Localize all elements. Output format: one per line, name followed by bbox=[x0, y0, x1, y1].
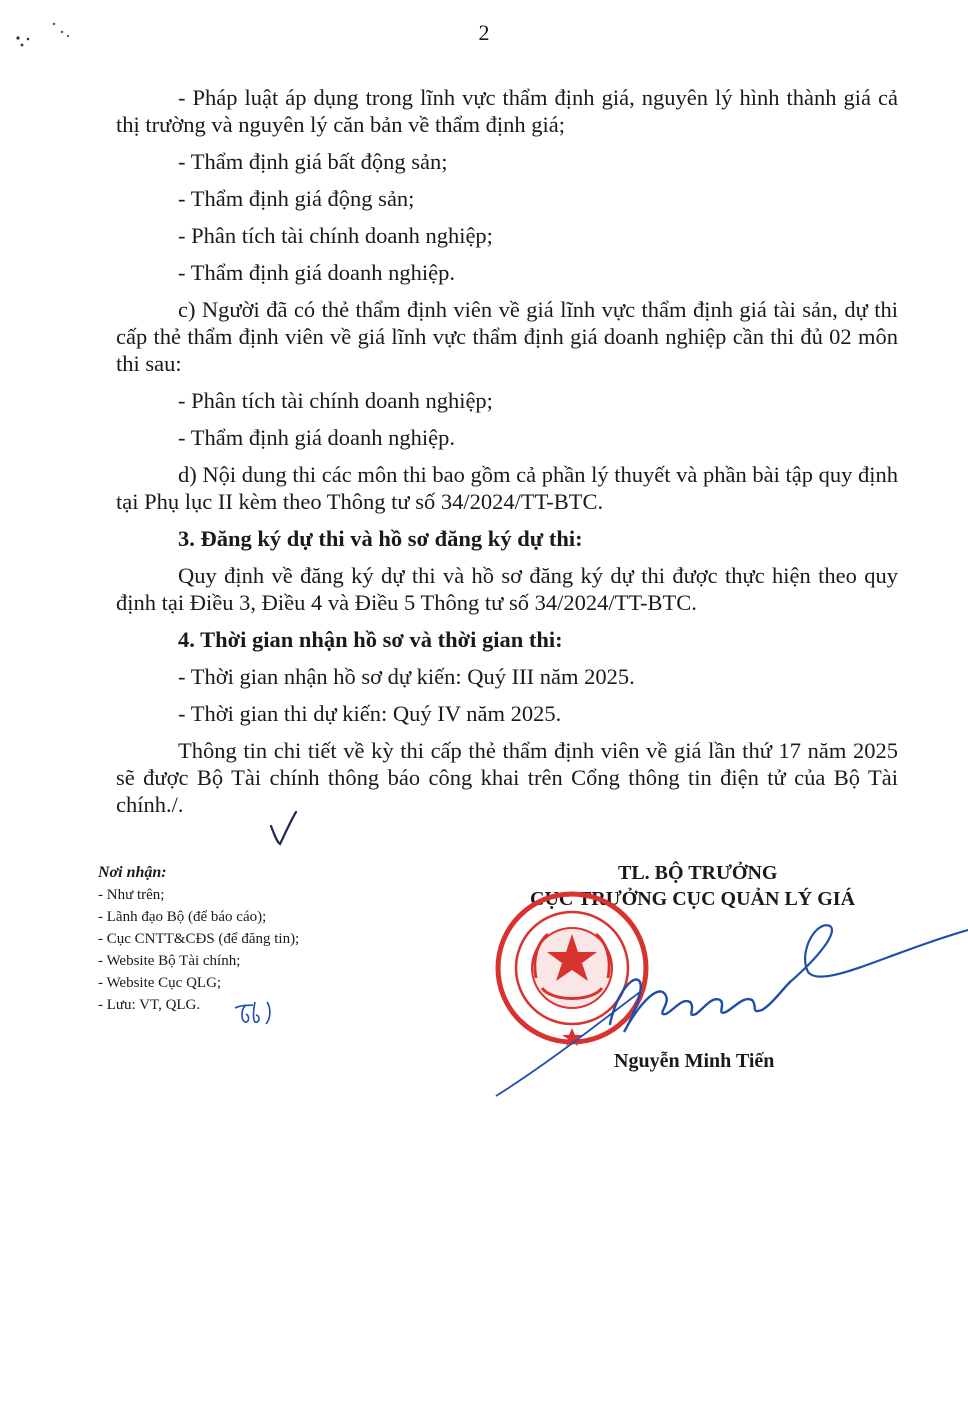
signature-block bbox=[490, 862, 968, 1102]
recipient-item: - Website Bộ Tài chính; bbox=[98, 953, 241, 969]
list-item: - Thẩm định giá bất động sản; bbox=[178, 149, 448, 174]
body-text bbox=[116, 84, 898, 828]
signer-title-line-2: CỤC TRƯỞNG CỤC QUẢN LÝ GIÁ bbox=[530, 888, 856, 910]
page-number: 2 bbox=[478, 20, 490, 45]
check-mark-initial bbox=[268, 808, 298, 848]
signer-name: Nguyễn Minh Tiến bbox=[614, 1050, 775, 1072]
list-item: - Phân tích tài chính doanh nghiệp; bbox=[178, 223, 493, 248]
recipients-title: Nơi nhận: bbox=[98, 864, 167, 881]
handwritten-initial-icon bbox=[233, 996, 275, 1028]
recipient-item: - Lưu: VT, QLG. bbox=[98, 997, 201, 1013]
paragraph: c) Người đã có thẻ thẩm định viên về giá lĩnh vực thẩm định giá tài sản, dự thi cấp thẻ thẩm định viên về giá lĩnh vực thẩm định giá doanh nghiệp cần thi đủ 02 môn thi sau: bbox=[116, 297, 898, 376]
list-item: - Thời gian nhận hồ sơ dự kiến: Quý III năm 2025. bbox=[178, 664, 635, 689]
paragraph: Thông tin chi tiết về kỳ thi cấp thẻ thẩm định viên về giá lần thứ 17 năm 2025 sẽ được Bộ Tài chính thông báo công khai trên Cổng thông tin điện tử của Bộ Tài chính./. bbox=[116, 738, 898, 817]
signer-title-line-1: TL. BỘ TRƯỞNG bbox=[618, 862, 778, 884]
paragraph: d) Nội dung thi các môn thi bao gồm cả phần lý thuyết và phần bài tập quy định tại Phụ lục II kèm theo Thông tư số 34/2024/TT-BTC. bbox=[116, 462, 898, 514]
recipients-list bbox=[98, 862, 458, 1016]
paragraph: Quy định về đăng ký dự thi và hồ sơ đăng ký dự thi được thực hiện theo quy định tại Điều 3, Điều 4 và Điều 5 Thông tư số 34/2024/TT-BTC. bbox=[116, 563, 898, 615]
recipient-item: - Lãnh đạo Bộ (để báo cáo); bbox=[98, 909, 267, 925]
list-item: - Thời gian thi dự kiến: Quý IV năm 2025. bbox=[178, 701, 562, 726]
section-heading: 4. Thời gian nhận hồ sơ và thời gian thi: bbox=[178, 627, 563, 652]
recipient-item: - Cục CNTT&CĐS (để đăng tin); bbox=[98, 931, 300, 947]
section-heading: 3. Đăng ký dự thi và hồ sơ đăng ký dự thi: bbox=[178, 526, 583, 551]
recipient-item: - Như trên; bbox=[98, 887, 165, 903]
list-item: - Thẩm định giá động sản; bbox=[178, 186, 415, 211]
handwritten-signature bbox=[490, 912, 968, 1112]
list-item: - Thẩm định giá doanh nghiệp. bbox=[178, 425, 456, 450]
paragraph: - Pháp luật áp dụng trong lĩnh vực thẩm định giá, nguyên lý hình thành giá cả thị trường và nguyên lý căn bản về thẩm định giá; bbox=[116, 85, 898, 137]
recipient-item: - Website Cục QLG; bbox=[98, 975, 222, 991]
list-item: - Phân tích tài chính doanh nghiệp; bbox=[178, 388, 493, 413]
list-item: - Thẩm định giá doanh nghiệp. bbox=[178, 260, 456, 285]
